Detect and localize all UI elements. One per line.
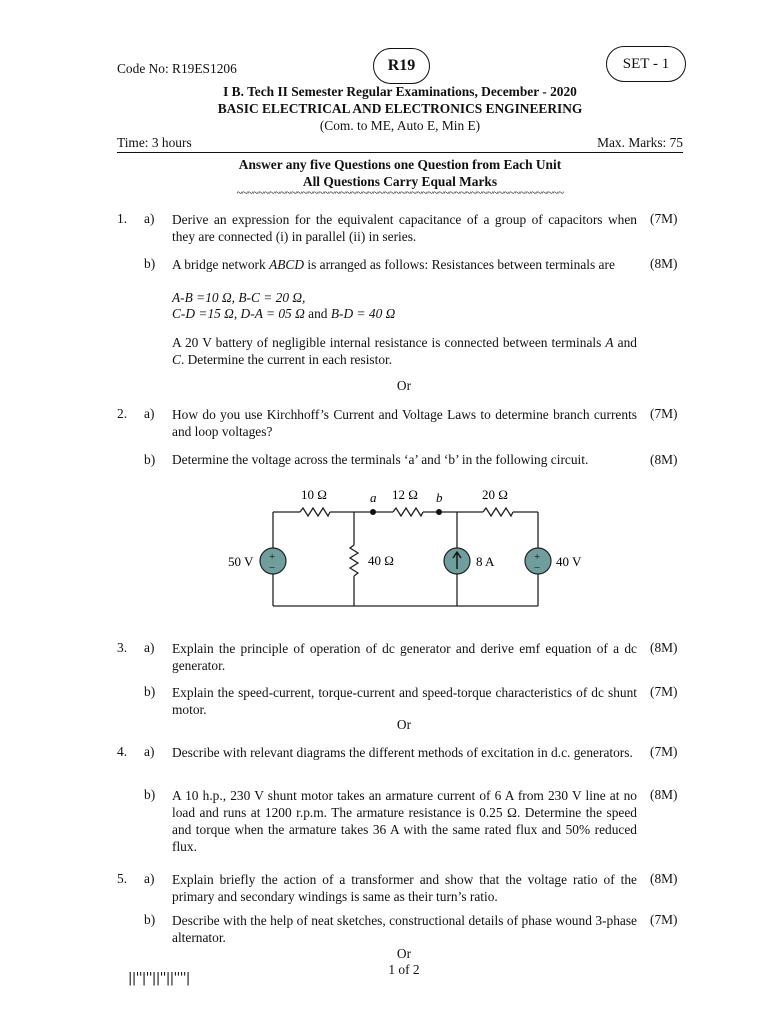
question-text: Describe with the help of neat sketches, constructional details of phase wound 3-phase alternator. [172,913,637,945]
exam-title: I B. Tech II Semester Regular Examinations, December - 2020 [223,84,577,99]
label-node-a: a [370,490,377,505]
label-v2: 40 V [556,554,582,569]
question-text: Describe with relevant diagrams the different methods of excitation in d.c. generators. [172,745,633,760]
resistor-10ohm [300,508,330,516]
or-separator: Or [396,378,412,393]
question-number: 2. [117,406,128,421]
question-number: 4. [117,744,128,759]
question-text: Derive an expression for the equivalent capacitance of a group of capacitors when they are connected (i) in parallel (ii) in series. [172,212,637,244]
resistance-values: C-D =15 Ω, D-A = 05 Ω and B-D = 40 Ω [172,306,396,321]
label-r3: 20 Ω [482,487,508,502]
subpart-label: a) [144,640,155,655]
question-text: How do you use Kirchhoff’s Current and Voltage Laws to determine branch currents and loop voltages? [172,407,637,439]
regulation-badge: R19 [373,48,430,84]
instruction-2: All Questions Carry Equal Marks [302,174,498,189]
minus-sign: − [534,562,541,574]
subpart-label: b) [144,684,156,699]
subpart-label: a) [144,871,155,886]
label-r1: 10 Ω [301,487,327,502]
barcode: ||''|''||''||''''| [128,971,190,986]
subject-title: BASIC ELECTRICAL AND ELECTRONICS ENGINEERING [217,101,583,116]
or-separator: Or [396,946,412,961]
plus-sign: + [269,551,276,563]
code-number: Code No: R19ES1206 [117,61,237,76]
marks: (7M) [650,211,678,226]
question-text: A bridge network ABCD is arranged as follows: Resistances between terminals are [172,257,615,272]
subpart-label: b) [144,787,156,802]
page-number: 1 of 2 [388,962,420,977]
question-number: 5. [117,871,128,886]
question-text: A 10 h.p., 230 V shunt motor takes an armature current of 6 A from 230 V line at no load and runs at 1200 r.p.m. The armature resistance is 0.25 Ω. Determine the speed and torque when the armature takes 36 A with the same rated flux and 50% reduced flux. [172,788,637,854]
question-text: Explain briefly the action of a transformer and show that the voltage ratio of the primary and secondary windings is same as their turn’s ratio. [172,872,637,904]
marks: (8M) [650,871,678,886]
question-text: Determine the voltage across the terminals ‘a’ and ‘b’ in the following circuit. [172,452,589,467]
instruction-1: Answer any five Questions one Question from Each Unit [238,157,562,172]
minus-sign: − [269,562,276,574]
resistor-20ohm [483,508,513,516]
branches: (Com. to ME, Auto E, Min E) [319,118,481,133]
subpart-label: b) [144,452,156,467]
question-number: 3. [117,640,128,655]
marks: (7M) [650,744,678,759]
marks: (7M) [650,912,678,927]
marks: (7M) [650,406,678,421]
marks: (8M) [650,256,678,271]
question-number: 1. [117,211,128,226]
label-r2: 12 Ω [392,487,418,502]
node-a-dot [370,509,376,515]
question-text: Explain the speed-current, torque-current and speed-torque characteristics of dc shunt motor. [172,685,637,717]
question-text: A 20 V battery of negligible internal resistance is connected between terminals A and C. Determine the current in each resistor. [172,335,638,367]
subpart-label: a) [144,211,155,226]
time-label: Time: 3 hours [117,135,192,150]
resistance-values: A-B =10 Ω, B-C = 20 Ω, [172,290,306,305]
subpart-label: b) [144,912,156,927]
subpart-label: a) [144,406,155,421]
marks: (8M) [650,640,678,655]
plus-sign: + [534,551,541,563]
tilde-separator: ~~~~~~~~~~~~~~~~~~~~~~~~~~~~~~~~~~~~~~~~~~~~~~~~~~~~~~~~~~~~ [236,187,564,199]
label-node-b: b [436,490,443,505]
set-badge: SET - 1 [606,46,686,82]
or-separator: Or [396,717,412,732]
subpart-label: b) [144,256,156,271]
marks: (8M) [650,787,678,802]
marks: (8M) [650,452,678,467]
resistor-40ohm [350,545,358,576]
node-b-dot [436,509,442,515]
marks: (7M) [650,684,678,699]
label-v1: 50 V [228,554,254,569]
max-marks: Max. Marks: 75 [597,135,683,150]
subpart-label: a) [144,744,155,759]
label-i1: 8 A [476,554,495,569]
question-text: Explain the principle of operation of dc generator and derive emf equation of a dc generator. [172,641,637,673]
resistor-12ohm [393,508,423,516]
label-r4: 40 Ω [368,553,394,568]
